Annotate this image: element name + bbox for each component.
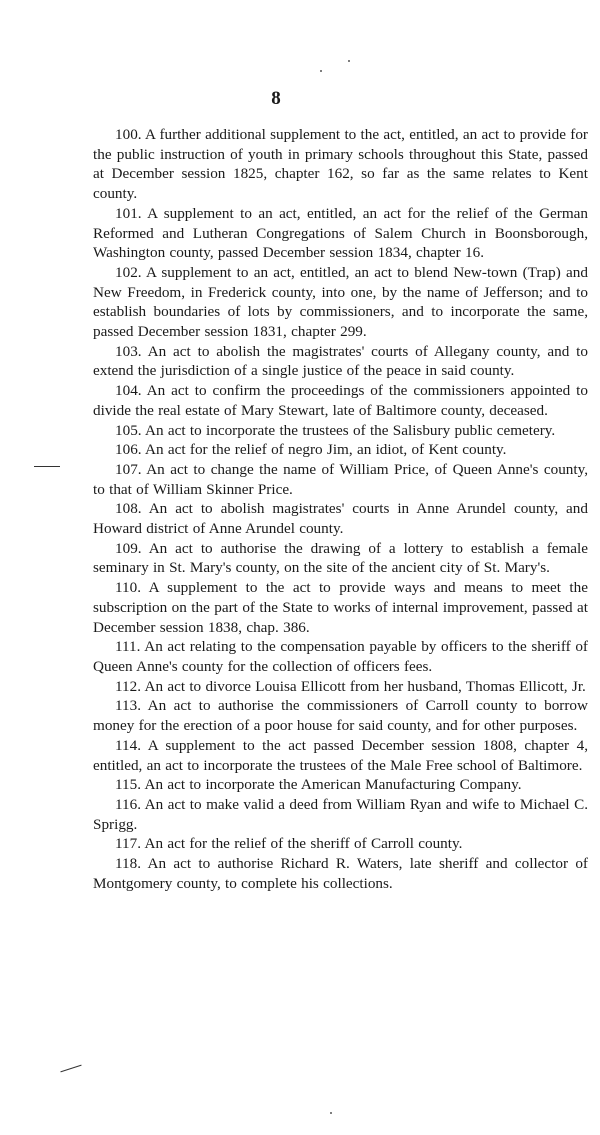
list-item — [93, 834, 588, 854]
entry-text: An act to authorise the drawing of a lottery to establish a female seminary in St. Mary's county, on the site of the ancient city of St. Mary's. — [93, 539, 589, 577]
entry-number: 103. — [115, 342, 142, 360]
entry-text: A supplement to an act, entitled, an act to blend New-town (Trap) and New Freedom, in Frederick county, into one, by the name of Jefferson; and to establish boundaries of lots by commissioners, and to incorporate the same, passed December session 1831, chapter 299. — [93, 263, 588, 341]
list-item — [93, 342, 588, 381]
entry-number: 114. — [115, 736, 142, 754]
entry-number: 102. — [115, 263, 142, 281]
entry-number: 101. — [115, 204, 142, 222]
entry-text: An act for the relief of negro Jim, an idiot, of Kent county. — [145, 441, 507, 459]
list-item — [93, 795, 588, 834]
page-number: 8 — [271, 88, 281, 109]
entry-text: A supplement to an act, entitled, an act for the relief of the German Reformed and Lutheran Congregations of Salem Church in Boonsborough, Washington county, passed December session 1834, chapter 16. — [93, 204, 588, 262]
list-item — [93, 696, 588, 735]
entry-number: 118. — [115, 855, 142, 873]
list-item — [93, 854, 588, 893]
entry-text: A further additional supplement to the act, entitled, an act to provide for the public instruction of youth in primary schools throughout this State, passed at December session 1825, chapter 162, so far as the same relates to Kent county. — [93, 126, 588, 203]
list-item — [93, 421, 588, 441]
list-item — [93, 775, 588, 795]
list-item — [93, 578, 588, 637]
entry-text: An act to divorce Louisa Ellicott from her husband, Thomas Ellicott, Jr. — [144, 677, 586, 695]
entry-number: 117. — [115, 835, 142, 853]
speck — [348, 60, 350, 62]
list-item — [93, 736, 588, 775]
margin-mark — [34, 466, 60, 467]
entry-text: A supplement to the act passed December session 1808, chapter 4, entitled, an act to incorporate the trustees of the Male Free school of Baltimore. — [93, 736, 588, 774]
entry-number: 104. — [115, 382, 142, 400]
speck — [330, 1112, 332, 1114]
entry-text: An act to incorporate the trustees of the Salisbury public cemetery. — [145, 421, 556, 439]
list-item — [93, 125, 588, 204]
list-item — [93, 499, 588, 538]
entry-text: An act to abolish the magistrates' courts of Allegany county, and to extend the jurisdiction of a single justice of the peace in said county. — [93, 342, 588, 380]
speck — [320, 70, 322, 72]
entry-number: 106. — [115, 441, 142, 459]
entry-text: An act to change the name of William Price, of Queen Anne's county, to that of William Skinner Price. — [93, 460, 589, 498]
entry-text: An act to authorise Richard R. Waters, late sheriff and collector of Montgomery county, to complete his collections. — [93, 855, 588, 892]
list-item — [93, 460, 588, 499]
entry-number: 109. — [115, 539, 142, 557]
list-item — [93, 539, 588, 578]
margin-mark — [60, 1065, 81, 1073]
list-item — [93, 637, 588, 676]
entry-text: An act to incorporate the American Manufacturing Company. — [144, 776, 522, 794]
entry-number: 108. — [115, 500, 142, 518]
list-item — [93, 677, 588, 697]
entry-text: An act for the relief of the sheriff of Carroll county. — [144, 835, 463, 853]
entry-number: 113. — [115, 697, 142, 715]
entry-number: 107. — [115, 460, 142, 478]
entry-text: A supplement to the act to provide ways and means to meet the subscription on the part of the State to works of internal improvement, passed at December session 1838, chap. 386. — [93, 579, 588, 636]
entry-number: 112. — [115, 677, 142, 695]
entry-text: An act to make valid a deed from William Ryan and wife to Michael C. Sprigg. — [93, 795, 588, 833]
entry-text: An act to authorise the commissioners of Carroll county to borrow money for the erection of a poor house for said county, and for other purposes. — [93, 697, 588, 735]
entry-text: An act to confirm the proceedings of the commissioners appointed to divide the real estate of Mary Stewart, late of Baltimore county, deceased. — [93, 382, 588, 419]
entry-number: 115. — [115, 776, 142, 794]
entries-list — [93, 125, 588, 893]
entry-number: 111. — [115, 638, 141, 656]
list-item — [93, 381, 588, 420]
list-item — [93, 263, 588, 342]
entry-number: 110. — [115, 579, 142, 597]
entry-number: 105. — [115, 421, 142, 439]
entry-number: 100. — [115, 126, 142, 143]
list-item — [93, 204, 588, 263]
list-item — [93, 440, 588, 460]
entry-number: 116. — [115, 795, 142, 813]
entry-text: An act relating to the compensation payable by officers to the sheriff of Queen Anne's county for the collection of officers fees. — [93, 638, 588, 675]
entry-text: An act to abolish magistrates' courts in Anne Arundel county, and Howard district of Anne Arundel county. — [93, 500, 588, 538]
